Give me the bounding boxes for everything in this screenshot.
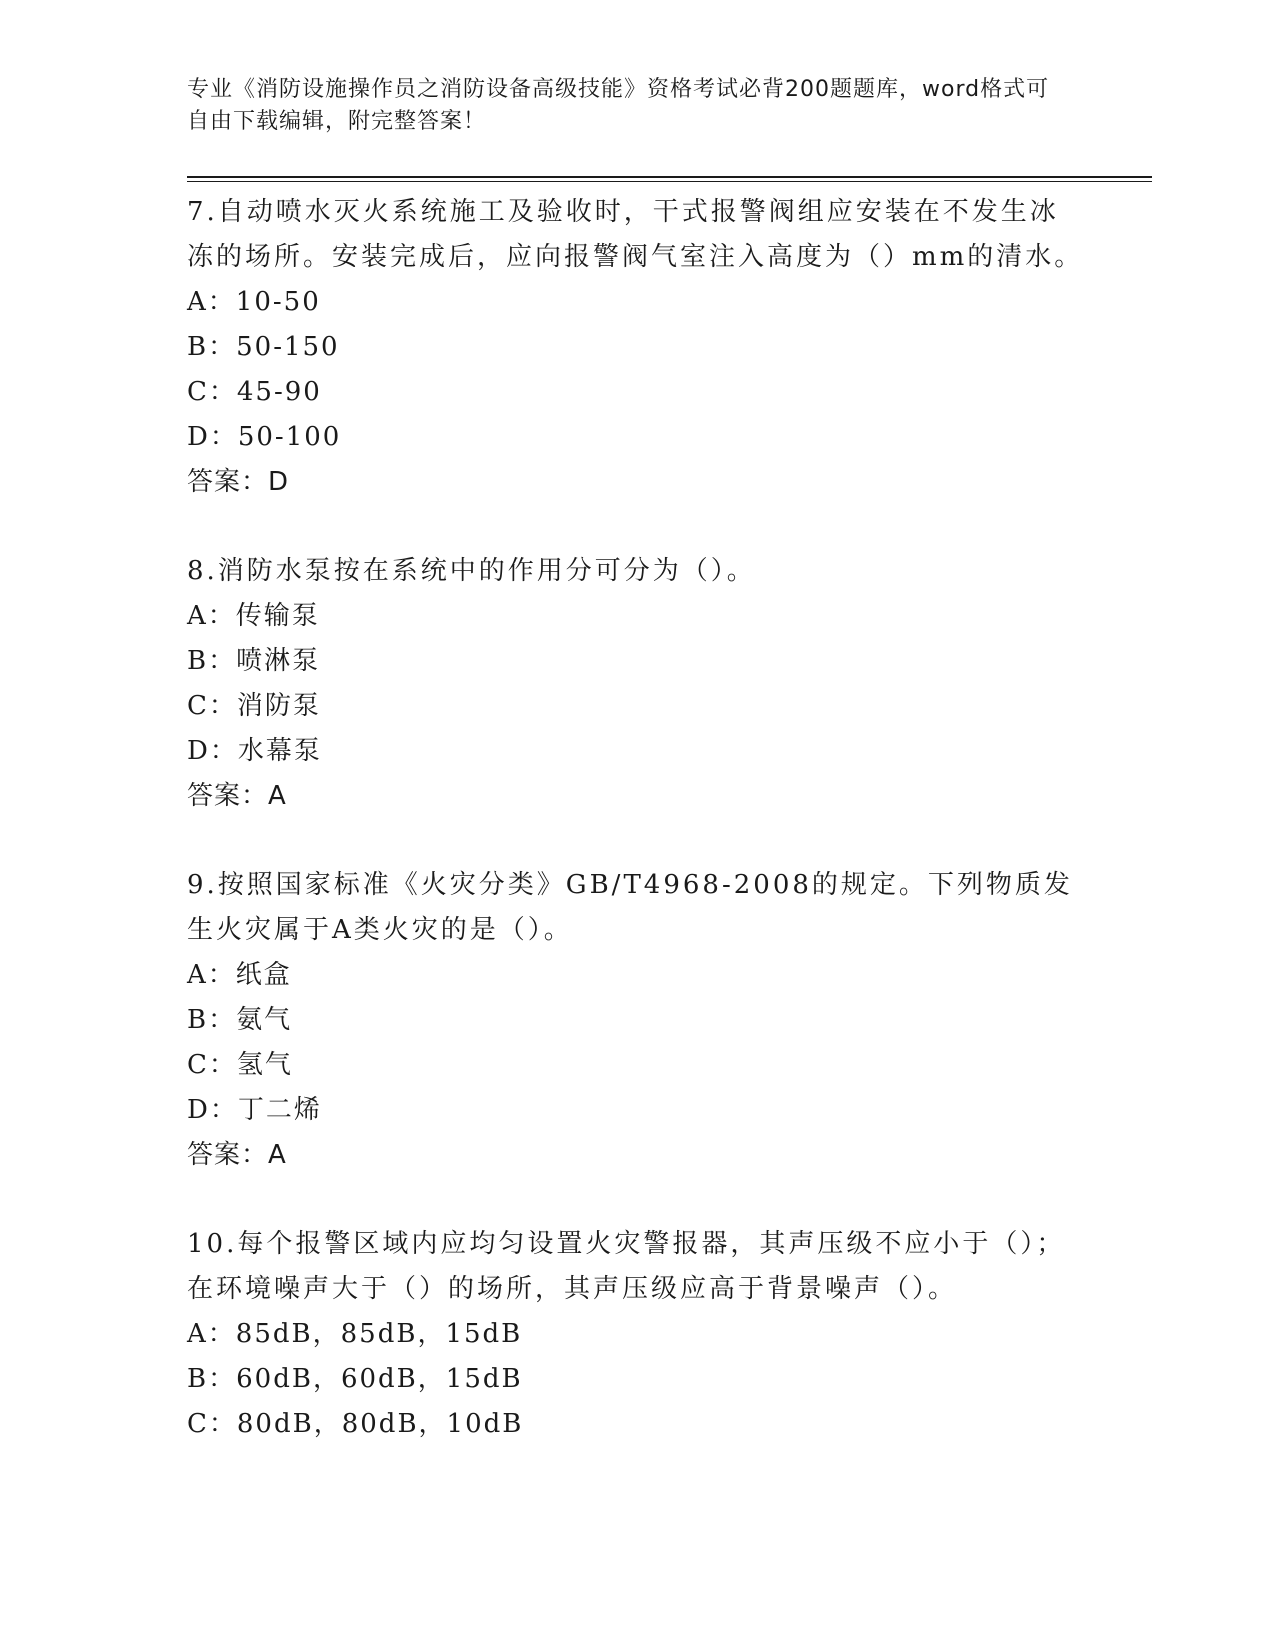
option-b: B：50-150 [187,332,340,362]
question-stem: 9.按照国家标准《火灾分类》GB/T4968-2008的规定。下列物质发生火灾属于A类火灾的是（）。 [187,870,1073,945]
option-a: A：85dB，85dB，15dB [187,1319,523,1349]
option-c: C：80dB，80dB，10dB [187,1409,524,1439]
option-b: B：60dB，60dB，15dB [187,1364,523,1394]
question-8 [187,549,1087,818]
header-divider-thick [187,176,1152,178]
option-d: D：50-100 [187,422,342,452]
option-b: B：氨气 [187,1005,293,1035]
document-header: 专业《消防设施操作员之消防设备高级技能》资格考试必背200题题库，word格式可自由下载编辑，附完整答案！ [187,77,1050,134]
option-c: C：45-90 [187,377,322,407]
answer-line: 答案：A [187,781,287,811]
option-c: C：氢气 [187,1050,293,1080]
answer-line: 答案：A [187,1140,287,1170]
question-9 [187,863,1087,1177]
option-d: D：水幕泵 [187,736,322,766]
question-7 [187,190,1087,504]
question-10 [187,1222,1087,1447]
option-a: A：10-50 [187,287,321,317]
option-b: B：喷淋泵 [187,646,321,676]
question-stem: 8.消防水泵按在系统中的作用分可分为（）。 [187,556,756,586]
question-list [187,190,1087,1492]
option-d: D：丁二烯 [187,1095,322,1125]
option-a: A：传输泵 [187,601,320,631]
option-a: A：纸盒 [187,960,292,990]
question-stem: 10.每个报警区域内应均匀设置火灾警报器，其声压级不应小于（）；在环境噪声大于（）的场所，其声压级应高于背景噪声（）。 [187,1229,1066,1304]
answer-line: 答案：D [187,467,290,497]
option-c: C：消防泵 [187,691,321,721]
question-stem: 7.自动喷水灭火系统施工及验收时，干式报警阀组应安装在不发生冰冻的场所。安装完成后，应向报警阀气室注入高度为（）mm的清水。 [187,197,1084,272]
header-divider-thin [187,181,1152,182]
